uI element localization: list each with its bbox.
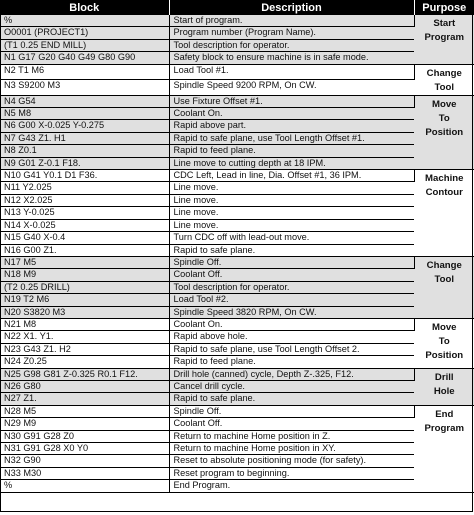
description-cell: CDC Left, Lead in line, Dia. Offset #1, 36 IPM. — [169, 170, 414, 182]
description-cell: Load Tool #2. — [169, 294, 414, 306]
block-cell: N11 Y2.025 — [0, 182, 169, 194]
table-row — [0, 80, 474, 96]
table-row — [0, 207, 474, 219]
description-cell: Return to machine Home position in XY. — [169, 443, 414, 455]
purpose-line: Tool — [434, 81, 455, 93]
description-cell: Tool description for operator. — [169, 39, 414, 51]
block-cell: O0001 (PROJECT1) — [0, 27, 169, 39]
description-cell: Spindle Off. — [169, 405, 414, 417]
purpose-cell — [414, 170, 474, 257]
block-cell: N4 G54 — [0, 95, 169, 107]
block-cell: N25 G98 G81 Z-0.325 R0.1 F12. — [0, 368, 169, 380]
block-cell: N2 T1 M6 — [0, 64, 169, 80]
table-row — [0, 480, 474, 492]
block-cell: N26 G80 — [0, 380, 169, 392]
description-cell: Program number (Program Name). — [169, 27, 414, 39]
row-group — [0, 318, 474, 368]
block-cell: N23 G43 Z1. H2 — [0, 343, 169, 355]
purpose-cell — [414, 256, 474, 318]
description-cell: Rapid to feed plane. — [169, 145, 414, 157]
purpose-line: Contour — [425, 187, 463, 199]
purpose-line: Position — [425, 349, 464, 361]
description-cell: Rapid to feed plane. — [169, 356, 414, 368]
table-row — [0, 306, 474, 318]
description-cell: Return to machine Home position in Z. — [169, 430, 414, 442]
purpose-line: Machine — [425, 173, 464, 185]
row-group — [0, 95, 474, 169]
block-cell: N12 X2.025 — [0, 194, 169, 206]
block-cell: N13 Y-0.025 — [0, 207, 169, 219]
table-row — [0, 132, 474, 144]
description-cell: Coolant On. — [169, 318, 414, 330]
purpose-line: Program — [424, 422, 464, 434]
description-cell: Rapid to safe plane. — [169, 244, 414, 256]
table-row — [0, 64, 474, 80]
purpose-cell — [414, 64, 474, 95]
table-row — [0, 443, 474, 455]
table-row — [0, 120, 474, 132]
description-cell: Rapid above hole. — [169, 331, 414, 343]
block-cell: N30 G91 G28 Z0 — [0, 430, 169, 442]
table-row — [0, 380, 474, 392]
table-row — [0, 318, 474, 330]
description-cell: Tool description for operator. — [169, 281, 414, 293]
table-row — [0, 15, 474, 27]
purpose-line: To — [438, 335, 450, 347]
table-row — [0, 145, 474, 157]
block-cell: % — [0, 15, 169, 27]
block-cell: N22 X1. Y1. — [0, 331, 169, 343]
table-row — [0, 157, 474, 169]
table-row — [0, 182, 474, 194]
table-row — [0, 331, 474, 343]
purpose-line: Program — [424, 32, 464, 43]
table-row — [0, 232, 474, 244]
table-row — [0, 467, 474, 479]
purpose-line: Change — [426, 259, 462, 271]
block-cell: N3 S9200 M3 — [0, 80, 169, 96]
block-cell: N20 S3820 M3 — [0, 306, 169, 318]
table-row — [0, 170, 474, 182]
block-cell: N27 Z1. — [0, 393, 169, 405]
header-purpose: Purpose — [414, 0, 474, 15]
purpose-line: Move — [431, 321, 457, 333]
table-row — [0, 256, 474, 268]
purpose-cell — [414, 95, 474, 169]
description-cell: Line move. — [169, 219, 414, 231]
table-row — [0, 281, 474, 293]
purpose-cell — [414, 318, 474, 368]
description-cell: Line move. — [169, 182, 414, 194]
block-cell: N8 Z0.1 — [0, 145, 169, 157]
purpose-line: Change — [426, 67, 462, 79]
description-cell: Coolant Off. — [169, 269, 414, 281]
table-row — [0, 108, 474, 120]
description-cell: Use Fixture Offset #1. — [169, 95, 414, 107]
row-group — [0, 368, 474, 405]
description-cell: Spindle Speed 9200 RPM, On CW. — [169, 80, 414, 96]
block-cell: N14 X-0.025 — [0, 219, 169, 231]
description-cell: Line move. — [169, 207, 414, 219]
description-cell: Cancel drill cycle. — [169, 380, 414, 392]
table-row — [0, 95, 474, 107]
description-cell: Turn CDC off with lead-out move. — [169, 232, 414, 244]
row-group — [0, 15, 474, 64]
description-cell: Coolant Off. — [169, 418, 414, 430]
table-row — [0, 52, 474, 64]
description-cell: Rapid to safe plane, use Tool Length Offset 2. — [169, 343, 414, 355]
block-cell: N28 M5 — [0, 405, 169, 417]
block-cell: (T2 0.25 DRILL) — [0, 281, 169, 293]
block-cell: N16 G00 Z1. — [0, 244, 169, 256]
header-block: Block — [0, 0, 169, 15]
block-cell: N24 Z0.25 — [0, 356, 169, 368]
row-group — [0, 405, 474, 492]
table-row — [0, 244, 474, 256]
block-cell: N6 G00 X-0.025 Y-0.275 — [0, 120, 169, 132]
purpose-line: Move — [431, 98, 457, 110]
table-row — [0, 219, 474, 231]
table-row — [0, 356, 474, 368]
block-cell: N18 M9 — [0, 269, 169, 281]
table-row — [0, 194, 474, 206]
row-group — [0, 256, 474, 318]
table-row — [0, 405, 474, 417]
purpose-line: Drill — [434, 371, 454, 383]
purpose-line: To — [438, 112, 450, 124]
description-cell: Reset to absolute positioning mode (for safety). — [169, 455, 414, 467]
table-row — [0, 27, 474, 39]
block-cell: N1 G17 G20 G40 G49 G80 G90 — [0, 52, 169, 64]
block-cell: N9 G01 Z-0.1 F18. — [0, 157, 169, 169]
description-cell: Spindle Off. — [169, 256, 414, 268]
block-cell: N31 G91 G28 X0 Y0 — [0, 443, 169, 455]
purpose-line: Hole — [433, 385, 455, 397]
description-cell: End Program. — [169, 480, 414, 492]
table-row — [0, 418, 474, 430]
description-cell: Rapid to safe plane, use Tool Length Offset #1. — [169, 132, 414, 144]
table-row — [0, 294, 474, 306]
block-cell: N21 M8 — [0, 318, 169, 330]
table-row — [0, 269, 474, 281]
block-cell: N33 M30 — [0, 467, 169, 479]
block-cell: (T1 0.25 END MILL) — [0, 39, 169, 51]
description-cell: Rapid above part. — [169, 120, 414, 132]
description-cell: Rapid to safe plane. — [169, 393, 414, 405]
block-cell: % — [0, 480, 169, 492]
table-row — [0, 343, 474, 355]
table-row — [0, 368, 474, 380]
block-cell: N29 M9 — [0, 418, 169, 430]
block-cell: N10 G41 Y0.1 D1 F36. — [0, 170, 169, 182]
table-header — [0, 0, 474, 15]
description-cell: Drill hole (canned) cycle, Depth Z-.325, F12. — [169, 368, 414, 380]
description-cell: Line move to cutting depth at 18 IPM. — [169, 157, 414, 169]
block-cell: N7 G43 Z1. H1 — [0, 132, 169, 144]
description-cell: Start of program. — [169, 15, 414, 27]
description-cell: Safety block to ensure machine is in safe mode. — [169, 52, 414, 64]
row-group — [0, 170, 474, 257]
header-description: Description — [169, 0, 414, 15]
purpose-line: Tool — [434, 273, 455, 285]
purpose-line: Start — [433, 18, 456, 29]
purpose-cell — [414, 368, 474, 405]
description-cell: Reset program to beginning. — [169, 467, 414, 479]
table-row — [0, 393, 474, 405]
block-cell: N32 G90 — [0, 455, 169, 467]
purpose-cell — [414, 405, 474, 492]
description-cell: Coolant On. — [169, 108, 414, 120]
description-cell: Spindle Speed 3820 RPM, On CW. — [169, 306, 414, 318]
table-row — [0, 430, 474, 442]
description-cell: Load Tool #1. — [169, 64, 414, 80]
table-row — [0, 455, 474, 467]
purpose-cell — [414, 15, 474, 64]
purpose-line: End — [435, 408, 454, 420]
table-row — [0, 39, 474, 51]
purpose-line: Position — [425, 126, 464, 138]
row-group — [0, 64, 474, 95]
block-cell: N19 T2 M6 — [0, 294, 169, 306]
block-cell: N17 M5 — [0, 256, 169, 268]
block-cell: N5 M8 — [0, 108, 169, 120]
description-cell: Line move. — [169, 194, 414, 206]
block-cell: N15 G40 X-0.4 — [0, 232, 169, 244]
